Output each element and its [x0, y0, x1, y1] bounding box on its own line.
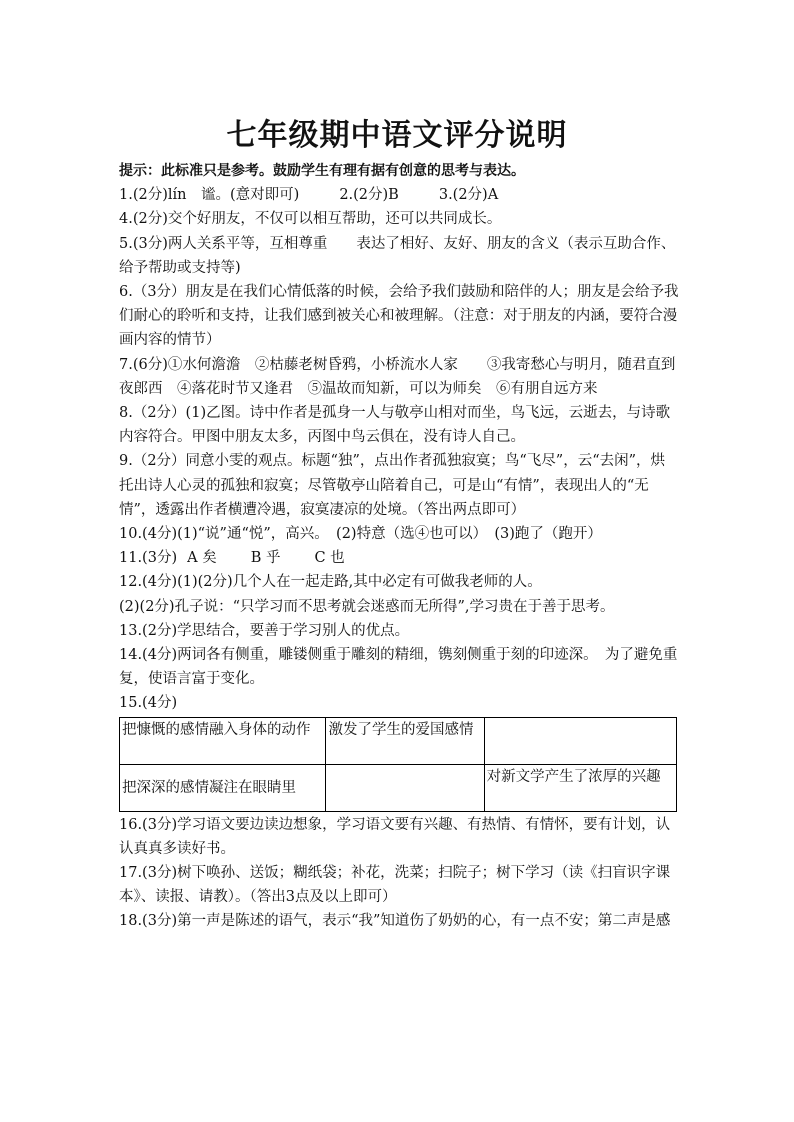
table-row [120, 717, 677, 764]
table-cell: 把慷慨的感情融入身体的动作 [120, 717, 326, 764]
answer-line: 7.(6分)①水何澹澹 ②枯藤老树昏鸦，小桥流水人家 ③我寄愁心与明月，随君直到夜郎西 ④落花时节又逢君 ⑤温故而知新，可以为师矣 ⑥有朋自远方来 [119, 356, 676, 397]
document-body [119, 159, 679, 934]
answer-line: 13.(2分)学思结合，要善于学习别人的优点。 [119, 622, 410, 639]
answer-line: 17.(3分)树下唤孙、送饭；糊纸袋；补花，洗菜；扫院子；树下学习（读《扫盲识字课本》、读报、请教）。（答出3点及以上即可） [119, 865, 671, 906]
answer-q11-b: B 乎 [250, 550, 281, 567]
answer-q1: 1.(2分)lín 谧。(意对即可) [119, 187, 300, 204]
answer-line: (2)(2分)孔子说：“只学习而不思考就会迷惑而无所得”,学习贵在于善于思考。 [119, 598, 615, 615]
answer-line: 15.(4分) [119, 695, 178, 712]
answer-q11-a: A 矣 [187, 550, 217, 567]
answer-line: 6.（3分）朋友是在我们心情低落的时候，会给予我们鼓励和陪伴的人；朋友是会给予我们耐心的聆听和支持，让我们感到被关心和被理解。（注意：对于朋友的内涵，要符合漫画内容的情节） [119, 284, 679, 349]
answer-q11: 11.(3分) [119, 550, 178, 567]
answer-line: 9.（2分）同意小雯的观点。标题“独”，点出作者孤独寂寞；鸟“飞尽”，云“去闲”，烘托出诗人心灵的孤独和寂寞；尽管敬亭山陪着自己，可是山“有情”，表现出人的“无情”，透露出作者横遭冷遇，寂寞凄凉的处境。（答出两点即可） [119, 453, 666, 518]
answer-line: 16.(3分)学习语文要边读边想象，学习语文要有兴趣、有热情、有情怀，要有计划，认认真真多读好书。 [119, 816, 671, 857]
document-title: 七年级期中语文评分说明 [226, 118, 568, 153]
table-cell [484, 717, 676, 764]
answer-line: 10.(4分)(1)“说”通“悦”，高兴。 (2)特意（选④也可以） (3)跑了（跑开） [119, 526, 602, 543]
table-row [120, 764, 677, 811]
answer-q11-c: C 也 [314, 550, 345, 567]
table-cell: 对新文学产生了浓厚的兴趣 [484, 764, 676, 811]
answer-line: 5.(3分)两人关系平等，互相尊重 表达了相好、友好、朋友的含义（表示互助合作、给予帮助或支持等) [119, 235, 676, 276]
answer-line-11 [119, 546, 679, 570]
table-cell: 激发了学生的爱国感情 [326, 717, 484, 764]
answer-q2: 2.(2分)B [339, 187, 399, 204]
table-cell: 把深深的感情凝注在眼睛里 [120, 764, 326, 811]
table-cell [326, 764, 484, 811]
answer-line: 8.（2分）(1)乙图。诗中作者是孤身一人与敬亭山相对而坐，鸟飞远，云逝去，与诗歌内容符合。甲图中朋友太多，丙图中鸟云俱在，没有诗人自己。 [119, 405, 671, 446]
answer-line: 14.(4分)两词各有侧重，雕镂侧重于雕刻的精细，镌刻侧重于刻的印迹深。 为了避免重复，使语言富于变化。 [119, 647, 678, 688]
answer-line: 12.(4分)(1)(2分)几个人在一起走路,其中必定有可做我老师的人。 [119, 574, 542, 591]
answer-q3: 3.(2分)A [438, 187, 499, 204]
tip-text: 提示：此标准只是参考。鼓励学生有理有据有创意的思考与表达。 [119, 163, 525, 179]
answer-line-1-3 [119, 183, 679, 207]
answer-line: 4.(2分)交个好朋友，不仅可以相互帮助，还可以共同成长。 [119, 211, 502, 228]
answer-table [119, 717, 677, 812]
answer-line: 18.(3分)第一声是陈述的语气，表示“我”知道伤了奶奶的心，有一点不安；第二声是感 [119, 913, 671, 930]
